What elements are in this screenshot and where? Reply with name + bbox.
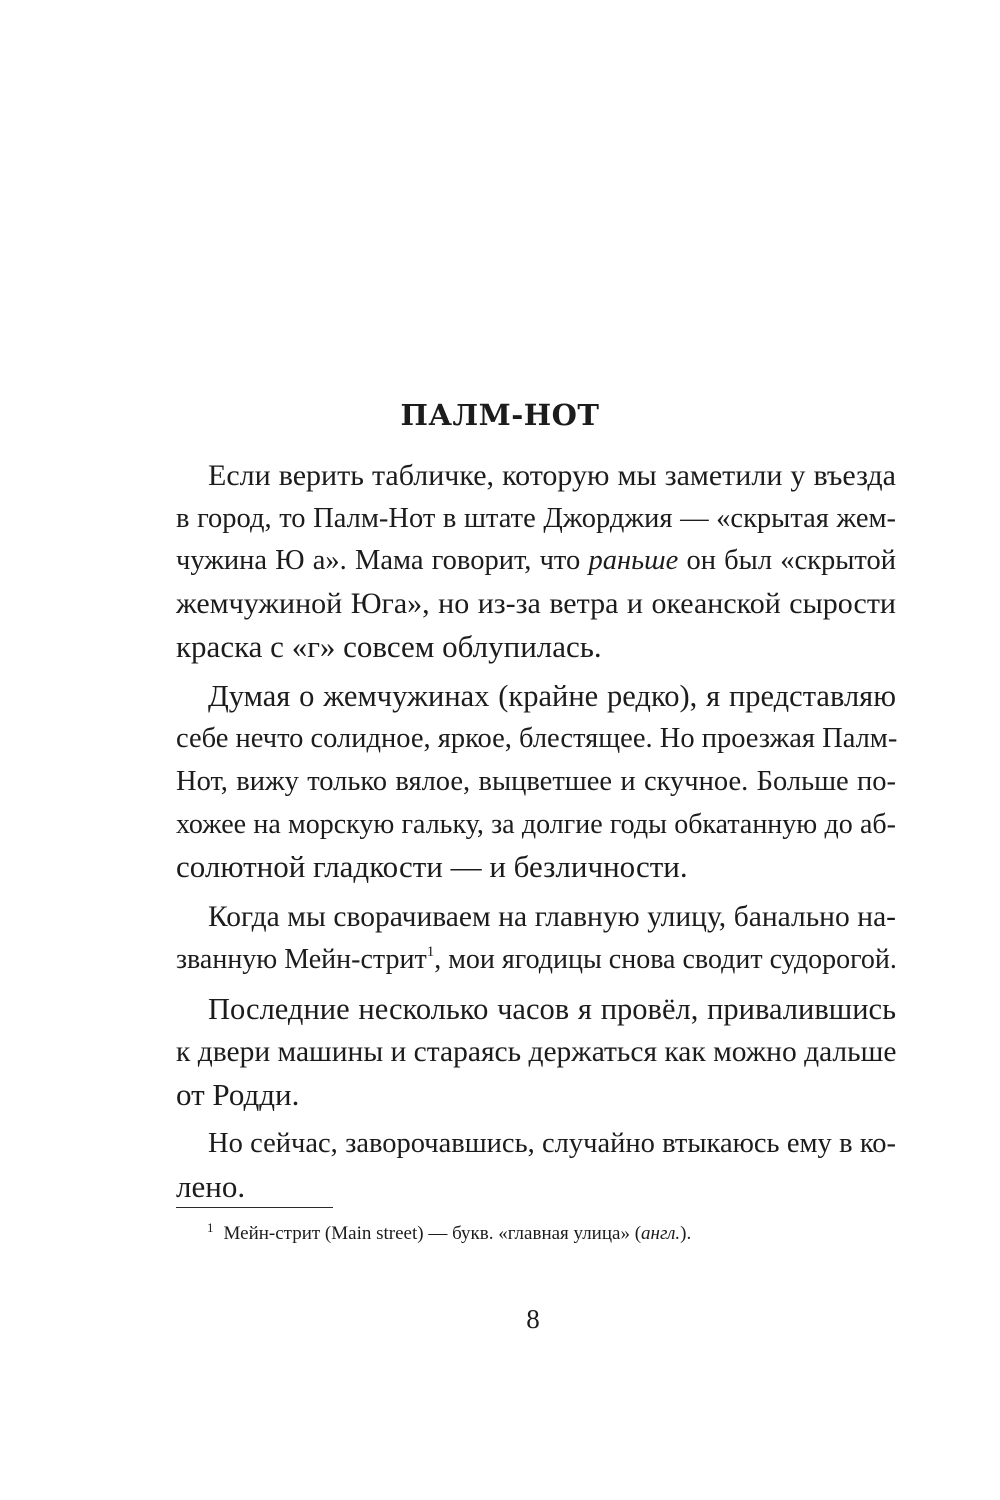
text-fragment: чужина Ю а». Мама говорит, что <box>176 545 589 577</box>
text-line: жемчужиной Юга», но из-за ветра и океанской сырости <box>176 587 896 621</box>
text-line: Думая о жемчужинах (крайне редко), я представляю <box>208 679 896 714</box>
paragraph <box>176 455 896 668</box>
text-line: лено. <box>176 1169 246 1204</box>
text-line: Нот, вижу только вялое, выцветшее и скучное. Больше по- <box>176 765 896 797</box>
text-line <box>176 540 896 583</box>
footnote-reference[interactable]: 1 <box>426 943 435 960</box>
paragraph <box>176 988 896 1116</box>
footnote-text: Мейн-стрит (Main street) — букв. «главная улица» ( <box>223 1223 642 1244</box>
text-line: в город, то Палм-Нот в штате Джорджия — «скрытая жем- <box>176 502 896 534</box>
footnote-text-end: ). <box>680 1223 692 1244</box>
text-fragment: званную Мейн-стрит <box>176 943 427 975</box>
text-line: Но сейчас, заворочавшись, случайно втыкаюсь ему в ко- <box>208 1128 896 1160</box>
italic-word: раньше <box>588 545 679 577</box>
footnote-mark: 1 <box>207 1220 214 1235</box>
chapter-title: ПАЛМ-НОТ <box>400 398 600 432</box>
page-number: 8 <box>526 1304 540 1334</box>
footnote-divider <box>176 1207 333 1208</box>
text-line <box>176 939 896 982</box>
text-line: краска с «г» совсем облупилась. <box>176 628 602 664</box>
text-line: от Родди. <box>176 1076 300 1112</box>
text-line: Если верить табличке, которую мы заметили у въезда <box>208 459 896 492</box>
text-line: хожее на морскую гальку, за долгие годы обкатанную до аб- <box>176 808 896 840</box>
paragraph <box>176 896 896 981</box>
footnote-italic: англ. <box>641 1223 681 1244</box>
paragraph <box>176 1123 896 1208</box>
paragraph <box>176 675 896 888</box>
text-line: Последние несколько часов я провёл, привалившись <box>208 992 896 1027</box>
text-line: Когда мы сворачиваем на главную улицу, банально на- <box>208 900 896 933</box>
footnote <box>207 1220 691 1245</box>
text-line: себе нечто солидное, яркое, блестящее. Но проезжая Палм- <box>176 723 898 755</box>
text-line: солютной гладкости — и безличности. <box>176 849 688 885</box>
text-fragment: он был «скрытой <box>678 545 896 577</box>
body-text <box>176 455 896 1209</box>
text-fragment: , мои ягодицы снова сводит судорогой. <box>434 943 897 975</box>
text-line: к двери машины и стараясь держаться как можно дальше <box>176 1035 897 1068</box>
